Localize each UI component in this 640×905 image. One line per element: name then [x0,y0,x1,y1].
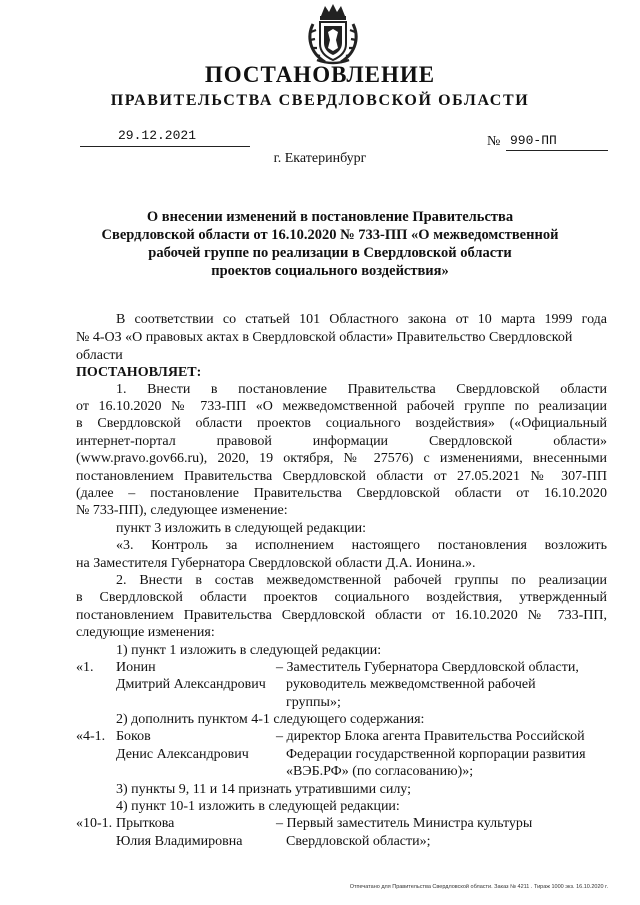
member-number: «10-1. [76,816,113,831]
document-title [60,208,600,280]
document-date: 29.12.2021 [117,128,196,143]
date-underline [80,146,250,147]
member-position: Свердловской области»; [286,834,431,849]
preamble-line: В соответствии со статьей 101 Областного закона от 10 марта 1999 года [116,312,607,327]
subitem-2: 2) дополнить пунктом 4-1 следующего содержания: [116,712,425,727]
item1-line: «3. Контроль за исполнением настоящего постановления возложить [116,538,607,553]
member-given-names: Денис Александрович [116,747,249,762]
member-position: Федерации государственной корпорации развития [286,747,586,762]
member-position: – Заместитель Губернатора Свердловской области, [276,660,579,675]
title-line: О внесении изменений в постановление Правительства [146,209,514,225]
member-given-names: Юлия Владимировна [116,834,243,849]
item2-line: в Свердловской области проектов социального воздействия, утвержденный [76,590,607,605]
preamble-line: области [76,348,123,363]
preamble-line: № 4-ОЗ «О правовых актах в Свердловской области» Правительство Свердловской [76,330,573,345]
member-surname: Прыткова [116,816,175,831]
number-sign: № [487,134,501,149]
item1-line: на Заместителя Губернатора Свердловской области Д.А. Ионина.». [76,556,476,571]
item2-line: 2. Внести в состав межведомственной рабочей группы по реализации [116,573,607,588]
title-line: проектов социального воздействия» [211,263,449,279]
item1-line: 1. Внести в постановление Правительства Свердловской области [116,382,607,397]
member-position: «ВЭБ.РФ» (по согласованию)»; [286,764,474,779]
issuer-heading: ПРАВИТЕЛЬСТВА СВЕРДЛОВСКОЙ ОБЛАСТИ [110,92,530,109]
item1-line: в Свердловской области проектов социального воздействия» («Официальный [76,416,607,431]
member-position: группы»; [286,695,341,710]
item1-line: интернет-портал правовой информации Свердловской области» [76,434,607,449]
document-number: 990-ПП [510,133,557,148]
item1-line: постановлением Правительства Свердловской области от 27.05.2021 № 307-ПП [76,469,607,484]
item1-line: (далее – постановление Правительства Свердловской области от 16.10.2020 [76,486,607,501]
title-line: Свердловской области от 16.10.2020 № 733-ПП «О межведомственной [101,227,559,243]
subitem-4: 4) пункт 10-1 изложить в следующей редакции: [116,799,400,814]
print-footer: Отпечатано для Правительства Свердловской области. Заказ № 4211 . Тираж 1000 экз. 16.10.2020 г. [349,884,608,890]
subitem-3: 3) пункты 9, 11 и 14 признать утратившими силу; [116,782,412,797]
member-surname: Боков [116,729,151,744]
member-position: – Первый заместитель Министра культуры [276,816,533,831]
member-number: «1. [76,660,94,675]
document-city: г. Екатеринбург [273,151,367,166]
item1-line: № 733-ПП), следующее изменение: [76,503,288,518]
title-line: рабочей группе по реализации в Свердловской области [148,245,512,261]
document-type-heading: ПОСТАНОВЛЕНИЕ [204,62,436,87]
resolves-heading: ПОСТАНОВЛЯЕТ: [76,365,202,380]
member-given-names: Дмитрий Александрович [116,677,266,692]
item2-line: постановлением Правительства Свердловской области от 16.10.2020 № 733-ПП, [76,608,607,623]
item2-line: 1) пункт 1 изложить в следующей редакции: [116,643,382,658]
item1-line: от 16.10.2020 № 733-ПП «О межведомственной рабочей группе по реализации [76,399,607,414]
item1-line: пункт 3 изложить в следующей редакции: [116,521,366,536]
coat-of-arms-emblem [303,2,363,66]
item1-line: (www.pravo.gov66.ru), 2020, 19 октября, № 27576) с изменениями, внесенными [76,451,607,466]
member-position: руководитель межведомственной рабочей [286,677,536,692]
member-position: – директор Блока агента Правительства Российской [276,729,585,744]
item2-line: следующие изменения: [76,625,215,640]
member-number: «4-1. [76,729,106,744]
member-surname: Ионин [116,660,156,675]
